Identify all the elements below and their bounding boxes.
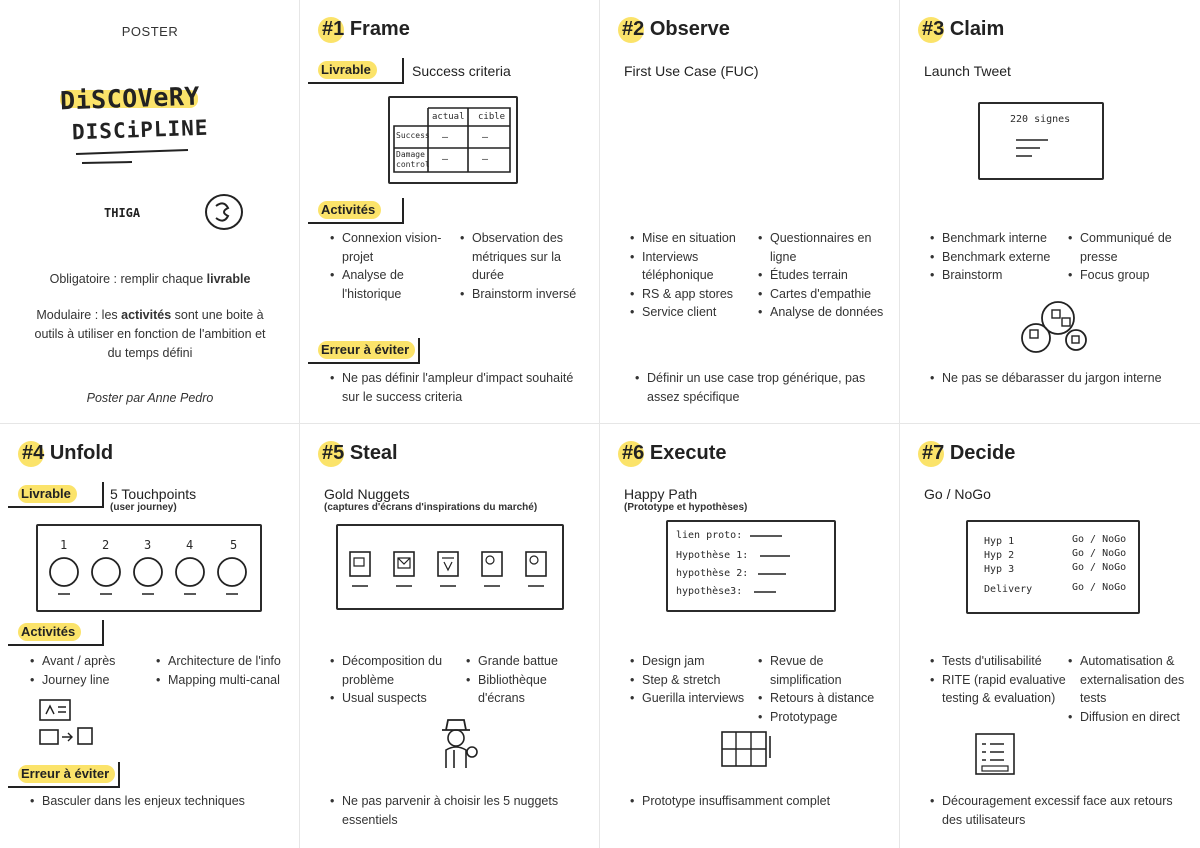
activity-item: • RITE (rapid evaluative testing & evaluation) — [930, 671, 1066, 708]
thiga-logo-icon — [202, 192, 246, 232]
sketch-signes-label: 220 signes — [1010, 114, 1071, 125]
modular-note — [30, 306, 270, 363]
activites-tag — [308, 198, 404, 224]
step-title — [622, 18, 730, 41]
step-name: Unfold — [49, 442, 114, 464]
activity-item: • Bibliothèque d'écrans — [466, 671, 590, 708]
erreur-tag-label: Erreur à éviter — [318, 341, 415, 359]
activity-item: • Guerilla interviews — [630, 689, 758, 708]
livrable-tag-label: Livrable — [18, 485, 77, 503]
activity-item: • Step & stretch — [630, 671, 758, 690]
activities-right — [758, 652, 890, 726]
activity-item: • Design jam — [630, 652, 758, 671]
activities-right — [466, 652, 590, 708]
errors-list — [330, 792, 592, 829]
sketch-grid-lines — [388, 96, 518, 184]
activity-item: • Cartes d'empathie — [758, 285, 890, 304]
error-item: • Prototype insuffisamment complet — [630, 792, 892, 811]
step-observe-panel — [600, 0, 900, 424]
mapping-sketch-icon — [38, 698, 108, 750]
logo-underline-2 — [82, 162, 132, 163]
activity-item: • Automatisation & externalisation des tests — [1068, 652, 1194, 708]
sketch-line: hypothèse 2: — [676, 568, 749, 579]
step-number: #4 — [22, 442, 45, 464]
happy-path-sketch — [666, 520, 836, 612]
erreur-tag — [8, 762, 120, 788]
sketch-line: hypothèse3: — [676, 586, 743, 597]
activities-left — [630, 229, 758, 322]
activity-item: • Diffusion en direct — [1068, 708, 1194, 727]
step-unfold-panel — [0, 424, 300, 848]
activity-item: • Service client — [630, 303, 758, 322]
activity-item: • Tests d'utilisabilité — [930, 652, 1066, 671]
activites-tag-label: Activités — [318, 201, 381, 219]
errors-list — [330, 369, 590, 406]
step-title — [622, 442, 727, 465]
discovery-logo — [58, 81, 248, 179]
mandatory-bold: livrable — [206, 272, 251, 286]
sketch-dash-2: — — [482, 132, 489, 143]
tweet-lines — [978, 102, 1104, 180]
hyp-label: Hyp 3 — [984, 564, 1015, 575]
activity-item: • Mise en situation — [630, 229, 758, 248]
sketch-dash-1: — — [442, 132, 449, 143]
hyp-label: Hyp 1 — [984, 536, 1015, 547]
errors-list — [930, 792, 1192, 829]
sketch-row-success: Success — [396, 131, 430, 140]
sketch-col-actual: actual — [432, 112, 465, 122]
errors-list — [30, 792, 290, 811]
deliverable-name: 5 Touchpoints — [110, 486, 197, 502]
deliverable-name: Go / NoGo — [924, 486, 991, 502]
error-item: • Ne pas définir l'ampleur d'impact souhaité sur le success criteria — [330, 369, 590, 406]
activity-item: • Prototypage — [758, 708, 890, 727]
deliverable-subtitle: (user journey) — [110, 502, 177, 513]
activity-item: • Études terrain — [758, 266, 890, 285]
happy-path-blanks — [666, 520, 836, 612]
activities-left — [630, 652, 758, 708]
step-number: #1 — [322, 18, 345, 40]
error-item: • Basculer dans les enjeux techniques — [30, 792, 290, 811]
step-name: Observe — [649, 18, 730, 40]
touchpoint-number: 1 — [60, 538, 68, 552]
step-claim-panel — [900, 0, 1200, 424]
step-number: #7 — [922, 442, 945, 464]
step-decide-panel — [900, 424, 1200, 848]
checklist-form-icon — [974, 732, 1018, 778]
step-title — [922, 442, 1015, 465]
activities-left — [30, 652, 150, 689]
activities-left — [330, 229, 455, 303]
error-item: • Découragement excessif face aux retours des utilisateurs — [930, 792, 1192, 829]
step-title — [322, 442, 398, 465]
error-item: • Définir un use case trop générique, pas assez spécifique — [635, 369, 890, 406]
activities-right — [758, 229, 890, 322]
activities-right — [460, 229, 590, 303]
activity-item: • Analyse de données — [758, 303, 890, 322]
deliverable-name: Success criteria — [412, 63, 511, 79]
touchpoint-number: 3 — [144, 538, 152, 552]
activity-item: • Décomposition du problème — [330, 652, 460, 689]
step-title — [322, 18, 410, 41]
errors-list — [635, 369, 890, 406]
sketch-row-damage: Damage — [396, 150, 425, 159]
mandatory-note — [30, 270, 270, 289]
sketch-line: Hypothèse 1: — [676, 550, 749, 561]
activity-item: • Observation des métriques sur la durée — [460, 229, 590, 285]
prototype-grid-icon — [720, 730, 776, 770]
activities-right — [1068, 652, 1194, 726]
livrable-tag — [8, 482, 104, 508]
activities-left — [930, 229, 1068, 285]
logo-line-2: DISCiPLINE — [71, 115, 209, 145]
activites-tag — [8, 620, 104, 646]
step-frame-panel — [300, 0, 600, 424]
livrable-tag — [308, 58, 404, 84]
brainstorm-bubbles-icon — [1018, 296, 1088, 356]
activity-item: • Journey line — [30, 671, 150, 690]
activity-item: • Benchmark externe — [930, 248, 1068, 267]
deliverable-subtitle: (Prototype et hypothèses) — [624, 502, 748, 513]
activity-item: • Grande battue — [466, 652, 590, 671]
touchpoint-number: 5 — [230, 538, 238, 552]
step-number: #5 — [322, 442, 345, 464]
step-number: #2 — [622, 18, 645, 40]
step-number: #3 — [922, 18, 945, 40]
step-name: Claim — [949, 18, 1005, 40]
go-nogo-sketch — [966, 520, 1140, 614]
activity-item: • Usual suspects — [330, 689, 460, 708]
mandatory-prefix: Obligatoire : remplir chaque — [49, 272, 207, 286]
livrable-tag-label: Livrable — [318, 61, 377, 79]
deliverable-name: Gold Nuggets — [324, 486, 410, 502]
step-steal-panel — [300, 424, 600, 848]
activities-right — [1068, 229, 1190, 285]
activity-item: • Brainstorm inversé — [460, 285, 590, 304]
activities-left — [330, 652, 460, 708]
activity-item: • Connexion vision-projet — [330, 229, 455, 266]
step-name: Decide — [949, 442, 1016, 464]
error-item: • Ne pas se débarasser du jargon interne — [930, 369, 1192, 388]
deliverable-name: Launch Tweet — [924, 63, 1011, 79]
step-name: Steal — [349, 442, 398, 464]
activity-item: • Benchmark interne — [930, 229, 1068, 248]
go-nogo-label: Go / NoGo — [1072, 548, 1127, 559]
poster-credit: Poster par Anne Pedro — [86, 391, 214, 405]
activity-item: • Mapping multi-canal — [156, 671, 290, 690]
errors-list — [930, 369, 1192, 388]
activity-item: • Focus group — [1068, 266, 1190, 285]
hyp-label: Hyp 2 — [984, 550, 1015, 561]
sketch-line: lien proto: — [676, 530, 743, 541]
touchpoint-circles — [36, 524, 262, 612]
deliverable-subtitle: (captures d'écrans d'inspirations du marché) — [324, 502, 538, 513]
errors-list — [630, 792, 892, 811]
activity-item: • Interviews téléphonique — [630, 248, 758, 285]
step-name: Frame — [349, 18, 410, 40]
poster-label: POSTER — [121, 24, 179, 39]
detective-icon — [434, 716, 480, 772]
touchpoint-number: 2 — [102, 538, 110, 552]
activity-item: • Avant / après — [30, 652, 150, 671]
step-title — [922, 18, 1004, 41]
thiga-brand: THIGA — [104, 206, 141, 220]
activity-item: • Revue de simplification — [758, 652, 890, 689]
activity-item: • Brainstorm — [930, 266, 1068, 285]
activites-tag-label: Activités — [18, 623, 81, 641]
go-nogo-label: Go / NoGo — [1072, 562, 1127, 573]
go-nogo-label: Go / NoGo — [1072, 582, 1127, 593]
modular-bold: activités — [121, 308, 172, 322]
sketch-col-cible: cible — [478, 112, 506, 122]
go-nogo-label: Go / NoGo — [1072, 534, 1127, 545]
activity-item: • Analyse de l'historique — [330, 266, 455, 303]
launch-tweet-sketch — [978, 102, 1104, 180]
activity-item: • Questionnaires en ligne — [758, 229, 890, 266]
sketch-dash-3: — — [442, 154, 449, 165]
activity-item: • RS & app stores — [630, 285, 758, 304]
error-item: • Ne pas parvenir à choisir les 5 nuggets essentiels — [330, 792, 592, 829]
erreur-tag-label: Erreur à éviter — [18, 765, 115, 783]
step-execute-panel — [600, 424, 900, 848]
hyp-label: Delivery — [984, 584, 1033, 595]
modular-suffix: sont une boite à outils à utiliser en fonction de l'ambition et du temps défini — [34, 308, 266, 360]
logo-underline-1 — [76, 150, 188, 154]
gold-nuggets-sketch — [336, 524, 564, 610]
step-name: Execute — [649, 442, 727, 464]
activities-left — [930, 652, 1066, 708]
logo-underline — [58, 81, 248, 179]
sketch-row-control: control — [396, 160, 430, 169]
logo-line-1: DiSCOVeRY — [59, 81, 201, 116]
step-number: #6 — [622, 442, 645, 464]
nugget-screens — [336, 524, 564, 610]
activity-item: • Retours à distance — [758, 689, 890, 708]
modular-prefix: Modulaire : les — [36, 308, 122, 322]
activity-item: • Communiqué de presse — [1068, 229, 1190, 266]
touchpoint-number: 4 — [186, 538, 194, 552]
erreur-tag — [308, 338, 420, 364]
success-criteria-sketch — [388, 96, 518, 184]
sketch-dash-4: — — [482, 154, 489, 165]
activity-item: • Architecture de l'info — [156, 652, 290, 671]
activities-right — [156, 652, 290, 689]
deliverable-name: Happy Path — [624, 486, 698, 502]
touchpoints-sketch — [36, 524, 262, 612]
deliverable-name: First Use Case (FUC) — [624, 63, 759, 79]
step-title — [22, 442, 113, 465]
poster-intro-panel — [0, 0, 300, 424]
